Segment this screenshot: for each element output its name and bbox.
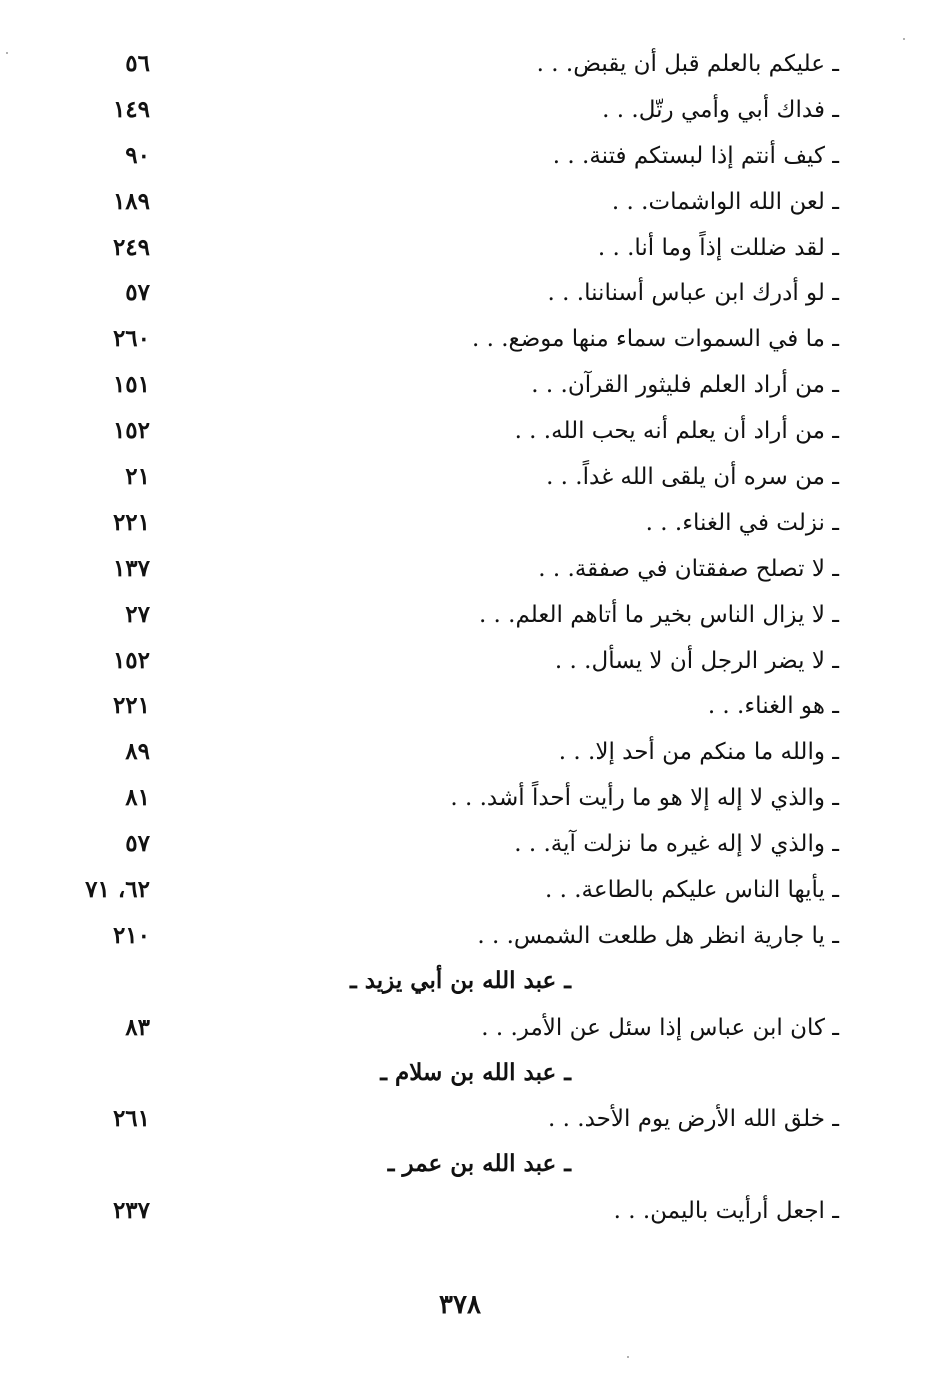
index-entry [0,409,951,455]
index-entry [0,363,951,409]
scan-speck [6,52,8,54]
index-entry [0,776,951,822]
index-entry [0,134,951,180]
index-entry [0,455,951,501]
entry-page-ref: ١٥٢ [112,646,150,674]
index-entry [0,1097,951,1143]
index-entry [0,271,951,317]
page-number: ٣٧٨ [439,1290,481,1320]
index-entry [0,868,951,914]
entry-page-ref: ١٥٢ [112,417,150,445]
entry-page-ref: ٢١ [125,463,150,491]
index-entry [0,593,951,639]
index-entry [0,42,951,88]
index-entry [0,1189,951,1235]
section-heading: ـ عبد الله بن سلام ـ [380,1058,571,1086]
section-heading-row [0,1143,951,1189]
entry-page-ref: ٢٤٩ [112,233,150,261]
index-entry [0,88,951,134]
entry-page-ref: ٢٦١ [112,1105,150,1133]
section-heading: ـ عبد الله بن عمر ـ [387,1150,571,1178]
entry-page-ref: ١٨٩ [112,187,150,215]
entry-page-ref: ٢٧ [125,600,150,628]
entry-text: ـ لا يزال الناس بخير ما أتاهم العلم. . . [478,601,839,628]
entry-page-ref: ٨١ [125,784,150,812]
entry-text: ـ عليكم بالعلم قبل أن يقبض. . . [536,51,839,77]
entry-text: ـ لعن الله الواشمات. . . [611,188,839,215]
entry-page-ref: ٢١٠ [112,921,150,949]
index-entry [0,822,951,868]
entry-text: ـ فداك أبي وأمي رتّل. . . [602,96,839,123]
index-entry [0,684,951,730]
index-entry [0,547,951,593]
entry-text: ـ لا تصلح صفقتان في صفقة. . . [538,555,839,582]
scan-speck [627,1356,629,1358]
entry-page-ref: ٢٦٠ [112,325,150,353]
scan-speck [903,38,905,40]
entry-text: ـ من أراد أن يعلم أنه يحب الله. . . [514,418,839,445]
index-entry [0,180,951,226]
entry-text: ـ خلق الله الأرض يوم الأحد. . . [548,1106,839,1133]
entry-text: ـ والذي لا إله غيره ما نزلت آية. . . [514,831,839,858]
entry-text: ـ والذي لا إله إلا هو ما رأيت أحداً أشد. . . [450,785,839,812]
index-entry [0,639,951,685]
entry-text: ـ لا يضر الرجل أن لا يسأل. . . [554,647,839,674]
entry-page-ref: ١٤٩ [112,95,150,123]
entry-page-ref: ٢٢١ [112,508,150,536]
entry-text: ـ كيف أنتم إذا لبستكم فتنة. . . [552,142,839,169]
entry-text: ـ يأيها الناس عليكم بالطاعة. . . [544,877,839,904]
entry-page-ref: ٥٧ [125,279,150,307]
entry-page-ref: ٨٩ [125,738,150,766]
entry-page-ref: ٥٦ [125,50,150,77]
entry-text: ـ والله ما منكم من أحد إلا. . . [558,739,839,766]
entry-text: ـ من أراد العلم فليثور القرآن. . . [531,372,839,399]
entry-text: ـ كان ابن عباس إذا سئل عن الأمر. . . [481,1014,839,1041]
entry-text: ـ اجعل أرأيت باليمن. . . [613,1198,839,1225]
entry-text: ـ نزلت في الغناء. . . [645,509,839,536]
index-entry [0,317,951,363]
entry-text: ـ يا جارية انظر هل طلعت الشمس. . . [477,922,839,949]
entry-text: ـ لقد ضللت إذاً وما أنا. . . [597,234,839,261]
index-entry [0,1006,951,1052]
index-entry [0,226,951,272]
entry-page-ref: ٦٢، ٧١ [85,876,150,904]
entry-page-ref: ٢٣٧ [112,1197,150,1225]
entry-page-ref: ٥٧ [125,830,150,858]
entry-page-ref: ٨٣ [125,1013,150,1041]
entry-text: ـ من سره أن يلقى الله غداً. . . [546,464,839,491]
entry-text: ـ هو الغناء. . . [707,693,839,720]
entry-page-ref: ١٣٧ [112,554,150,582]
index-list [0,42,951,1235]
index-entry [0,730,951,776]
section-heading-row [0,1052,951,1098]
section-heading: ـ عبد الله بن أبي يزيد ـ [349,966,571,994]
entry-page-ref: ٢٢١ [112,692,150,720]
entry-text: ـ ما في السموات سماء منها موضع. . . [471,326,839,353]
entry-text: ـ لو أدرك ابن عباس أسناننا. . . [547,280,839,307]
index-entry [0,914,951,960]
section-heading-row [0,960,951,1006]
entry-page-ref: ١٥١ [112,371,150,399]
entry-page-ref: ٩٠ [125,141,150,169]
index-entry [0,501,951,547]
